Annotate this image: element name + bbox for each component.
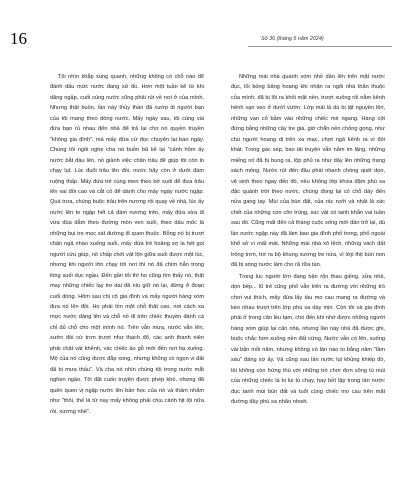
issue-info: Số 36 (tháng 5 năm 2024) xyxy=(261,36,324,42)
right-column xyxy=(231,72,385,408)
paragraph: Trong lúc người lớn đang bận rộn thau giếng, sửa nhà, dọn bếp... lũ trẻ cũng phố vẫn trên ra đường với những trò chơi vui thích, mấy đứa lấy tàu mo cau mang ra đường và kéo nhau trượt trên lớp phù sa dày mịn. Còn tôi và gia đình phải ở trong căn lều tạm, cho đến khi nhờ được những người hàng xóm giúp lại căn nhà, nhưng lần này nhà đã được ghi, buộc chắc hơn xuống nền đất cứng. Nước vẫn có lên, xuống vài bận mỗi năm, nhưng không có lần nào to bằng năm "lâm sáu" đáng sợ ấy. Và cũng sau lần nước lụt khủng khiếp đó, tôi không còn hứng thú với những trò chơi đơn sông tù mùi của những chiếc lá bị lui tù chạy, hay bởi lập trong lán nước đục tanh mùi bùn đất và tuổi cùng chiếc mo cau trên mặt đường đầy phù sa nhão nhoét. xyxy=(231,273,385,406)
paragraph: Tôi nhìn khắp xung quanh, những không có chỗ nào để đánh dấu mức nước đang sử đo. Hơn một tuần kể từ khi dâng ngập, cuối cùng nước cũng phải rút về nơi ở của mình. Nhưng thật buồn, lần này thủy thần đã cướp đi người bạn của tôi mang theo dòng nước. Mấy ngày sau, tôi cùng vài đứa bạn rủ nhau đến nhà để trả lại cho nó quyền truyền "không gia đình", mà mấy đứa cứ đọc chuyện lại ban ngày. Chúng tôi ngồi nghe cha nó buồn bã kể lại "cảnh hôm ấy nước bắt đầu lên, nó giành việc chăn trâu để giúp tôi còn lo chạy lụt. Lúc đuổi trâu lên đồi, nước hãy còn ở dưới đám ruộng thấp. Mấy đứa trẻ cùng men theo bờ suối để đưa trâu lên vai đồi cao và cắt cỏ để dành cho mấy ngày nước ngập. Quá trưa, chúng buộc trâu trên nương rồi quay về nhà, lúc ấy nước lên to ngập hết cả đám nương trên, mấy đứa vừa đi vừa đùa dẫm theo đường mòn ven suối, theo dấu mốc là những bụi tre mọc sát đường đi quen thuộc. Bỗng nó bị trượt chân ngã nhào xuống suối, mấy đứa trẻ hoảng sợ la hét gọi người cứu giúp, nó chấp chới vật lộn giữa suối được một lúc, nhưng khi người lớn chạy tới nơi thì nó đã chìm hẳn trong lòng suối dục ngầu. Đến gần tối thì họ cũng tìm thấy nó, thật may những chiếc lạy tre dai đã níu giữ nó lại, đứng ở đoạn cuối dòng. Hôm sau chị cô gia đình và mấy người hàng xóm đưa nó lên đồi. Họ phải tìm một chỗ thật cao, nơi cách xa mực nước dâng lên và chỗ nó đi trên chiếc thuyền đánh cá chỉ đủ chỗ cho một mình nó. Trên vẫn mưa, nước vẫn lên, sườn đồi cứ trơn trượt như thạch đổ, các anh thanh niên phải chặt vát khênh, vác chiếc áo gỗ mới đến nơi hạ xuống. Mộ của nó cũng được đắp xong, nhưng không có ngọn vi đất đã bị mưa thấu". Và cha nó nhìn chúng tôi trong nước mắt nghẹn ngào. Tôi đặt cuốn truyện được phép khó, nhưng đã quên quen vị ngập nước lên bản học của nó và thầm nhẩm như "thôi, thế là từ nay mấy không phải chịu cảnh hịt lội nữa rồi, xương nhé". xyxy=(50,74,204,415)
page-number: 16 xyxy=(10,29,27,48)
left-column xyxy=(50,72,204,417)
header-divider xyxy=(248,46,392,47)
paragraph: Những mái nhà quanh xóm nhỏ dần lên trên mặt nước đục, lối bỏng băng hoang khi nhận ra ngôi nhà thân thuộc của mình, đã bị lôi ra khỏi mặt nền, trượt xuống rối nằm kênh hênh vạn vẹo ở dưới vườn. Lớp mái lá dù bị lật nguyên lên, những vạn cỏ băm vào những chiếc mè ngang. Hàng cột đứng bằng những cây tre già, giờ chẳn nền chống gọng, như chú người hoang dị trên xa mạc, chợt ngã kênh ra vì đói khát. Trong gác xép, bao tải truyện vẫn nằm im lặng, những miếng nó đã bị bung ra, lộp phủ ra như dây lên những trang sách mỏng. Nước rút đến đâu phải nhanh chóng quét dọn, vệ sinh theo ngay đến đó, nếu không lớp khứa đặm phù sa đặc quánh trời theo nước, chúng đọng lại có chỗ dày đến nửa gang tay. Mùi của bùn đất, của rác rưởi và nhất là xác chết của những con côn trùng, súc vật có tanh khắn vai tuần sau đó. Cũng mất đến cả tháng cuộc sống mới dần trở lại, dù lần nước ngập này đã làm bao gia đình phố trong, phố ngoài khổ sở vì mất mát. Những mái nhà xô lệch, những vách đất trống trơn, trơ ra bộ khung xương tre nứa, vì lớp thịt bùn non đã bị sóng nước làm cho rã rữa tan. xyxy=(231,74,385,269)
